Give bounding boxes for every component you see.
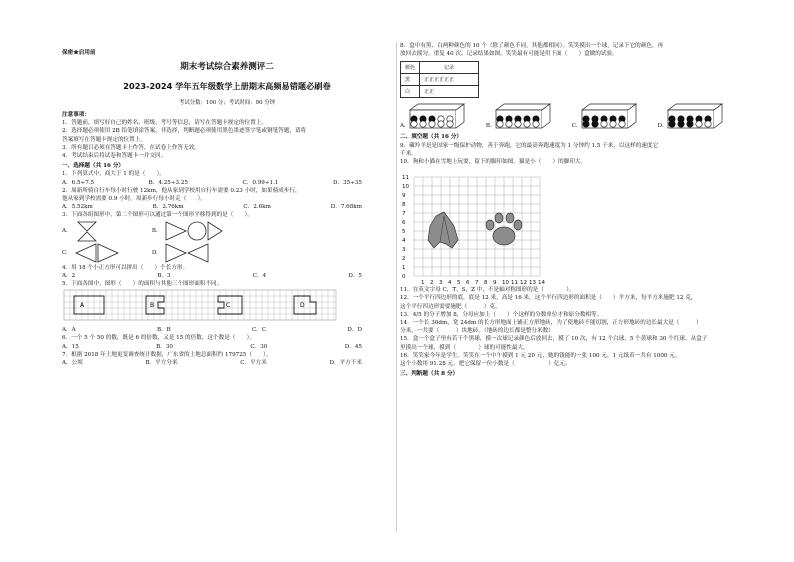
q4-option-c[interactable]: C．4 bbox=[252, 272, 267, 279]
q3-label-c[interactable]: C. bbox=[62, 249, 68, 256]
q10-footprint-figure bbox=[400, 168, 772, 286]
exam-title: 期末考试综合素养测评二 bbox=[180, 62, 274, 72]
section3-heading: 三、判断题（共 8 分） bbox=[400, 371, 459, 378]
duck-footprint-icon bbox=[428, 212, 458, 248]
x-axis-tick-label: 6 bbox=[466, 280, 470, 287]
q5-option-d[interactable]: D．D bbox=[347, 327, 362, 334]
q5-option-b[interactable]: B．B bbox=[156, 327, 171, 334]
q1-option-d[interactable]: D．35÷35 bbox=[332, 179, 362, 186]
q8-line2: 放回去摇匀，重复 40 次，记录结果如图。笑笑最有可能是用下面（ ）盒做的试验。 bbox=[400, 51, 618, 58]
footprint-grid bbox=[400, 168, 570, 286]
q10-text: 10．狗和小猫在雪地上玩耍，留下的脚印如图。猫是小（ ）的脚印大。 bbox=[400, 159, 587, 166]
q6-text: 6．一个 5 个 50 的数，既是 6 的倍数，又是 15 的倍数，这个数是（ ）。 bbox=[62, 335, 255, 342]
y-axis-tick-label: 7 bbox=[402, 211, 406, 218]
column-divider bbox=[396, 42, 397, 532]
table-row-white-label: 白 bbox=[401, 86, 420, 98]
exam-subtitle: 2023-2024 学年五年级数学上册期末高频易错题必刷卷 bbox=[123, 81, 331, 91]
q1-options bbox=[62, 179, 362, 187]
q5-options bbox=[62, 326, 362, 334]
q7-option-d[interactable]: D．平方千米 bbox=[329, 360, 362, 367]
note-4: 4．考试结束后将试卷和答题卡一并交回。 bbox=[62, 153, 167, 160]
q5-text: 5．下面各图中，图形（ ）的面积与其他三个图形面积不同。 bbox=[62, 281, 223, 288]
white-ball bbox=[533, 121, 539, 127]
x-axis-tick-label: 1 bbox=[421, 280, 425, 287]
black-ball bbox=[686, 121, 692, 127]
q2-options bbox=[62, 203, 362, 211]
y-axis-tick-label: 1 bbox=[402, 265, 406, 272]
white-ball bbox=[704, 121, 710, 127]
q8-record-table bbox=[400, 61, 479, 98]
x-axis-tick-label: 9 bbox=[493, 280, 497, 287]
ball-box-b-figure bbox=[494, 102, 552, 130]
y-axis-tick-label: 9 bbox=[402, 193, 406, 200]
table-header-color: 颜色 bbox=[401, 62, 420, 74]
q6-options bbox=[62, 343, 362, 351]
q6-option-d[interactable]: D．45 bbox=[344, 343, 362, 350]
q7-options bbox=[62, 359, 362, 367]
y-axis-tick-label: 0 bbox=[402, 274, 406, 281]
white-ball bbox=[524, 121, 530, 127]
table-header-record: 记录 bbox=[420, 62, 479, 74]
q3-text: 3．下面各组图形中，第二个图形可以通过第一个图形平移得到的是（ ）。 bbox=[62, 212, 253, 219]
q1-option-b[interactable]: B．4.25÷3.25 bbox=[148, 179, 188, 186]
x-axis-tick-label: 5 bbox=[457, 280, 461, 287]
q8-label-b: B. bbox=[485, 123, 492, 130]
white-ball bbox=[429, 121, 435, 127]
q8-label-c: C. bbox=[571, 123, 578, 130]
q4-option-d[interactable]: D．5 bbox=[348, 272, 362, 279]
q4-options bbox=[62, 272, 362, 280]
y-axis-tick-label: 5 bbox=[402, 229, 406, 236]
q16-line2: 这个小数用 91.28 元，把它保留一位小数是（ ）亿元。 bbox=[400, 361, 571, 368]
white-ball bbox=[447, 121, 453, 127]
q13-text: 13．4/5 的分子增加 8，分母应加上（ ）个这样的分数单位才和原分数相等。 bbox=[400, 311, 603, 318]
white-ball bbox=[438, 121, 444, 127]
q8-option-a[interactable] bbox=[400, 102, 466, 130]
q8-option-c[interactable] bbox=[572, 102, 638, 130]
q5-grid-label-d: D bbox=[300, 302, 305, 310]
white-ball bbox=[506, 121, 512, 127]
q7-option-c[interactable]: C．平方米 bbox=[240, 360, 267, 367]
x-axis-tick-label: 13 bbox=[529, 280, 536, 287]
q3-label-d[interactable]: D. bbox=[151, 249, 158, 256]
x-axis-tick-label: 12 bbox=[520, 280, 527, 287]
y-axis-tick-label: 8 bbox=[402, 202, 406, 209]
q14-line1: 14．一个长 30dm，宽 24dm 的长方形地面上铺正方形地砖，为了使地砖不能切割，正方形地砖的边长最大是（ ） bbox=[400, 320, 702, 327]
ball-box-a-figure bbox=[408, 102, 466, 130]
section1-heading: 一、选择题（共 16 分） bbox=[62, 163, 125, 170]
q11-text: 11．在英文字母 C，T，S，Z 中，不是轴对称图形的是（ ）。 bbox=[400, 287, 575, 294]
q3-shapes bbox=[62, 220, 392, 242]
white-ball bbox=[695, 121, 701, 127]
q7-option-a[interactable]: A．公顷 bbox=[62, 360, 83, 367]
q2-option-c[interactable]: C．2.6km bbox=[243, 204, 271, 211]
q12-line2: 这个平行四边形需要施肥（ ）克。 bbox=[400, 303, 501, 310]
q3-option-a-figure bbox=[74, 220, 106, 242]
exam-meta: 考试分数：100 分；考试时间：90 分钟 bbox=[178, 100, 276, 106]
white-ball bbox=[411, 121, 417, 127]
black-ball bbox=[591, 121, 597, 127]
x-axis-tick-label: 3 bbox=[439, 280, 443, 287]
q3-option-c-figure bbox=[74, 242, 122, 264]
q6-option-b[interactable]: B．30 bbox=[156, 343, 173, 350]
q8-line1: 8．盒中有黑、白两种颜色的 10 个（除了颜色不同，其他都相同）。笑笑摸出一个球，记录下它的颜色，再 bbox=[400, 43, 664, 49]
table-row-white-tally: 正正 bbox=[420, 86, 479, 98]
black-ball bbox=[668, 121, 674, 127]
q2-option-a[interactable]: A．5.52km bbox=[62, 204, 93, 211]
q12-line1: 12．一个平行四边形的底，底是 12 米，高是 16 米，这个平行四边形的面积是（ ）平方米，每平方米施肥 12 克， bbox=[400, 295, 697, 302]
black-ball bbox=[677, 121, 683, 127]
q15-line1: 15．盒一个盒子里有若干个黑球，摸一次球记录颜色后放回去，摸了 10 次，有 12 个白球，5 个黄球和 30 个红球。从盒子 bbox=[400, 336, 708, 343]
q5-grid-label-a: A bbox=[80, 302, 85, 310]
q8-option-d[interactable] bbox=[658, 102, 724, 130]
q3-label-b[interactable]: B. bbox=[151, 227, 158, 234]
x-axis-tick-label: 11 bbox=[511, 280, 518, 287]
q6-option-c[interactable]: C．30 bbox=[250, 343, 268, 350]
note-2: 2．选择题必须使用 2B 铅笔填涂答案，非选择，判断题必须使用黑色墨迹签字笔或钢笔答题，请将 bbox=[62, 128, 307, 135]
ball-box-d-figure bbox=[666, 102, 724, 130]
y-axis-tick-label: 6 bbox=[402, 220, 406, 227]
x-axis-tick-label: 8 bbox=[484, 280, 488, 287]
q3-label-a[interactable]: A. bbox=[62, 227, 68, 234]
white-ball bbox=[600, 121, 606, 127]
y-axis-tick-label: 3 bbox=[402, 247, 406, 254]
white-ball bbox=[497, 121, 503, 127]
q5-option-c[interactable]: C．C bbox=[252, 327, 267, 334]
white-ball bbox=[609, 121, 615, 127]
q5-option-a[interactable]: A．A bbox=[62, 327, 76, 334]
q3-shapes-2 bbox=[62, 242, 392, 264]
note-1: 1．答题前，填写好自己的姓名、班级、考号等信息，请写在答题卡规定的位置上。 bbox=[62, 120, 267, 127]
q8-label-d: D. bbox=[657, 123, 664, 130]
x-axis-tick-label: 2 bbox=[430, 280, 434, 287]
white-ball bbox=[515, 121, 521, 127]
q2-line1: 2．周新所骑自行车每小时行驶 12km，他从家到学校用自行车需要 0.23 小时，如果骑成步行， bbox=[62, 187, 301, 194]
q9-line2: 千米。 bbox=[400, 150, 417, 157]
y-axis-tick-label: 10 bbox=[402, 184, 409, 191]
q15-line2: 里摸出一个球，摸到（ ）球的可能性最大。 bbox=[400, 344, 529, 351]
q4-option-a[interactable]: A．2 bbox=[62, 272, 76, 279]
q4-option-b[interactable]: B．3 bbox=[157, 272, 171, 279]
table-row-black-label: 黑 bbox=[401, 74, 420, 86]
table-row-black-tally: 正正正正正正 bbox=[420, 74, 479, 86]
note-2b: 答案填写在答题卡规定的位置上。 bbox=[62, 136, 146, 143]
black-ball bbox=[582, 121, 588, 127]
q3-option-b-figure bbox=[164, 220, 224, 242]
secret-label: 保密★启用前 bbox=[62, 50, 96, 56]
left-column bbox=[62, 42, 392, 367]
q2-option-b[interactable]: B．2.76km bbox=[152, 204, 184, 211]
q2-option-d[interactable]: D．7.68km bbox=[330, 204, 362, 211]
q9-line1: 9．藏羚羊是是国家一级保护动物，善于奔跑，它的最高奔跑速度为 1 分钟约 1.5 千米，以这样的速度它 bbox=[400, 142, 659, 149]
q5-grid-figure bbox=[62, 288, 362, 322]
ball-box-c-figure bbox=[580, 102, 638, 130]
white-ball bbox=[420, 121, 426, 127]
q4-text: 4．用 18 个小正方形可以拼出（ ）个长方形。 bbox=[62, 264, 189, 271]
y-axis-tick-label: 11 bbox=[402, 175, 409, 182]
x-axis-tick-label: 4 bbox=[448, 280, 452, 287]
q2-line2: 他从家到学校需要 0.9 小时。周新步行每小时走（ ）。 bbox=[62, 196, 206, 203]
q3-option-d-figure bbox=[164, 242, 224, 264]
q7-text: 7．根据 2018 年土地更变调查统计数据，广东省的土地总面积约 179725（ ）。 bbox=[62, 351, 272, 358]
y-axis-tick-label: 4 bbox=[402, 238, 406, 245]
q6-option-a[interactable]: A．15 bbox=[62, 343, 79, 350]
q8-boxes bbox=[400, 102, 772, 130]
section2-heading: 二、填空题（共 16 分） bbox=[400, 134, 463, 141]
white-ball bbox=[618, 121, 624, 127]
q8-option-b[interactable] bbox=[486, 102, 552, 130]
q16-line1: 16．笑笑家今年是学生。笑笑在一个中午摸到 1 元 20 元，她的钱能的一张 100 元，1 元纸币一共有 1000 元。 bbox=[400, 352, 681, 359]
x-axis-tick-label: 14 bbox=[538, 280, 545, 287]
q1-option-a[interactable]: A．6.5÷7.5 bbox=[62, 179, 95, 186]
y-axis-tick-label: 2 bbox=[402, 256, 406, 263]
q7-option-b[interactable]: B．平方分米 bbox=[145, 360, 178, 367]
x-axis-tick-label: 10 bbox=[502, 280, 509, 287]
q5-grid-label-c: C bbox=[226, 302, 231, 310]
q1-option-c[interactable]: C．0.99÷1.1 bbox=[242, 179, 279, 186]
notes-heading: 注意事项： bbox=[62, 112, 90, 118]
right-column bbox=[400, 42, 772, 378]
q14-line2: 分米，一共要（ ）块地砖。（地砖的边长都是整分米数） bbox=[400, 328, 554, 335]
q1-text: 1．下列算式中，商大于 1 的是（ ）。 bbox=[62, 171, 165, 178]
note-3: 3．所有题目必须在答题卡上作答，在试卷上作答无效。 bbox=[62, 144, 200, 151]
q5-grid-label-b: B bbox=[150, 302, 155, 310]
q8-label-a: A. bbox=[400, 123, 406, 130]
x-axis-tick-label: 7 bbox=[475, 280, 479, 287]
